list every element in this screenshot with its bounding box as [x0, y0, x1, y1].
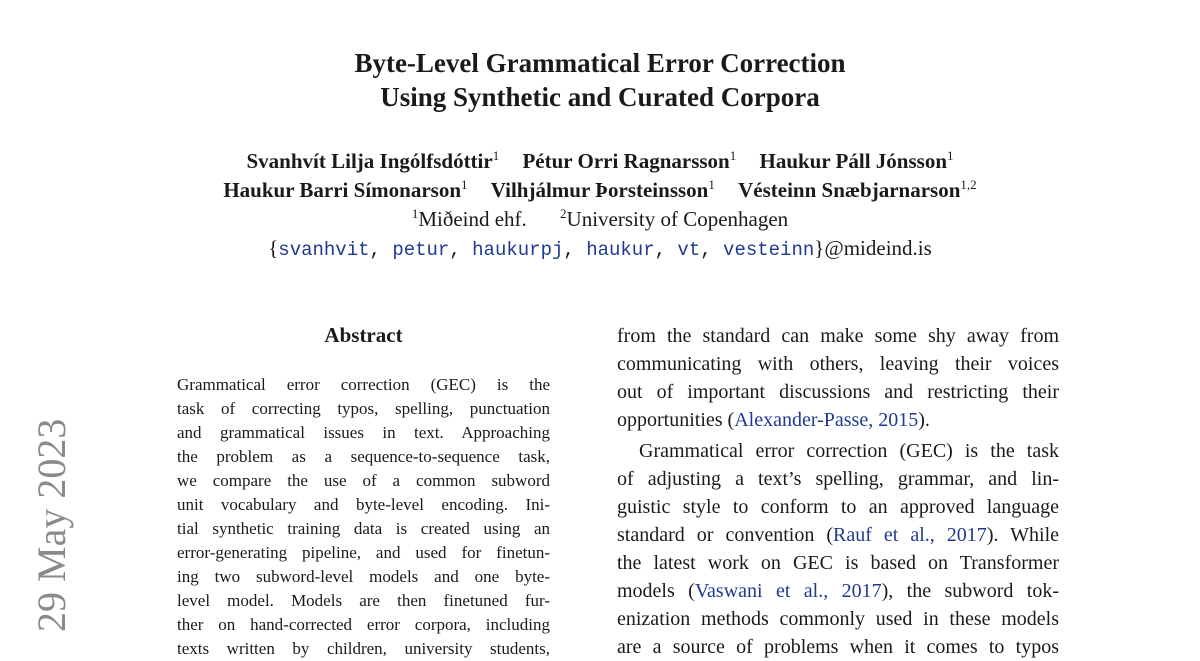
author-name: Haukur Barri Símonarson	[223, 178, 461, 202]
abstract-line: tial synthetic training data is created using an	[177, 519, 550, 538]
body-line: Grammatical error correction (GEC) is the task	[639, 440, 1059, 462]
email-link[interactable]: haukurpj	[472, 239, 564, 261]
author-affiliation-mark: 1,2	[960, 177, 977, 192]
email-domain: @mideind.is	[824, 236, 932, 260]
affiliation-name: University of Copenhagen	[566, 207, 789, 231]
author-name: Svanhvít Lilja Ingólfsdóttir	[246, 149, 493, 173]
body-text: ).	[918, 409, 930, 431]
title-line-1: Byte-Level Grammatical Error Correction	[354, 48, 846, 78]
author-emails	[0, 234, 1200, 265]
abstract-line: texts written by children, university students,	[177, 639, 550, 658]
body-line: communicating with others, leaving their voices	[617, 353, 1059, 375]
abstract-text	[177, 373, 550, 661]
abstract-line: error-generating pipeline, and used for finetun-	[177, 543, 550, 562]
email-link[interactable]: vesteinn	[723, 239, 815, 261]
author-affiliation-mark: 1	[492, 148, 500, 163]
abstract-line: level model. Models are then finetuned fur-	[177, 591, 550, 610]
author-name: Vésteinn Snæbjarnarson	[738, 178, 961, 202]
author	[522, 149, 736, 173]
body-text: ), the subword tok-	[881, 580, 1059, 602]
author-name: Pétur Orri Ragnarsson	[522, 149, 730, 173]
body-text: ). While	[986, 524, 1059, 546]
body-line	[617, 577, 1059, 605]
author	[738, 178, 977, 202]
author-affiliation-mark: 1	[729, 148, 737, 163]
body-line: are a source of problems when it comes to typos	[617, 636, 1059, 658]
abstract-section	[177, 320, 550, 661]
body-line: out of important discussions and restricting their	[617, 381, 1059, 403]
affiliation	[412, 207, 527, 231]
affiliation	[560, 207, 788, 231]
affiliation-number: 2	[560, 206, 567, 221]
email-separator: ,	[654, 239, 678, 261]
author-name: Haukur Páll Jónsson	[759, 149, 947, 173]
author-line-1	[0, 147, 1200, 176]
email-link[interactable]: svanhvit	[278, 239, 370, 261]
author	[491, 178, 715, 202]
citation-link[interactable]: Rauf et al., 2017	[833, 524, 987, 546]
email-separator: ,	[449, 239, 473, 261]
email-link[interactable]: haukur	[586, 239, 655, 261]
body-text: opportunities (	[617, 409, 735, 431]
email-separator: ,	[700, 239, 724, 261]
abstract-line: and grammatical issues in text. Approaching	[177, 423, 550, 442]
body-line: the latest work on GEC is based on Transformer	[617, 552, 1059, 574]
body-text: standard or convention (	[617, 524, 833, 546]
body-line: of adjusting a text’s spelling, grammar, and lin-	[617, 468, 1059, 490]
body-line	[617, 521, 1059, 549]
author-name: Vilhjálmur Þorsteinsson	[490, 178, 709, 202]
citation-link[interactable]: Alexander-Passe, 2015	[734, 409, 919, 431]
author	[759, 149, 953, 173]
author	[223, 178, 467, 202]
body-line: enization methods commonly used in these models	[617, 608, 1059, 630]
author-affiliation-mark: 1	[461, 177, 468, 192]
author	[247, 149, 500, 173]
affiliations	[0, 205, 1200, 234]
email-link[interactable]: vt	[677, 239, 701, 261]
body-line: from the standard can make some shy away from	[617, 325, 1059, 347]
body-line: guistic style to conform to an approved language	[617, 496, 1059, 518]
abstract-line: ing two subword-level models and one byte-	[177, 567, 550, 586]
author-affiliation-mark: 1	[947, 148, 954, 163]
author-line-2	[0, 176, 1200, 205]
paper-title	[0, 46, 1200, 114]
email-link[interactable]: petur	[392, 239, 450, 261]
citation-link[interactable]: Vaswani et al., 2017	[694, 580, 882, 602]
affiliation-number: 1	[411, 206, 419, 221]
abstract-line: unit vocabulary and byte-level encoding. Ini-	[177, 495, 550, 514]
paragraph-1	[617, 322, 1059, 434]
affiliation-name: Miðeind ehf.	[418, 207, 527, 231]
abstract-heading: Abstract	[324, 323, 403, 347]
title-line-2: Using Synthetic and Curated Corpora	[380, 82, 820, 112]
arxiv-date-stamp: 29 May 2023	[29, 418, 74, 632]
email-brace-close: }	[814, 236, 825, 260]
body-line	[617, 406, 1059, 434]
email-separator: ,	[563, 239, 587, 261]
paragraph-2	[617, 437, 1059, 661]
email-brace-open: {	[268, 236, 279, 260]
abstract-line: the problem as a sequence-to-sequence task,	[177, 447, 550, 466]
abstract-line: task of correcting typos, spelling, punctuation	[177, 399, 550, 418]
abstract-line: we compare the use of a common subword	[177, 471, 550, 490]
body-text: models (	[617, 580, 695, 602]
abstract-line: Grammatical error correction (GEC) is the	[177, 375, 550, 394]
email-separator: ,	[369, 239, 393, 261]
author-affiliation-mark: 1	[708, 177, 715, 192]
abstract-line: ther on hand-corrected error corpora, including	[177, 615, 550, 634]
author-block	[0, 147, 1200, 265]
introduction-column	[617, 322, 1059, 661]
